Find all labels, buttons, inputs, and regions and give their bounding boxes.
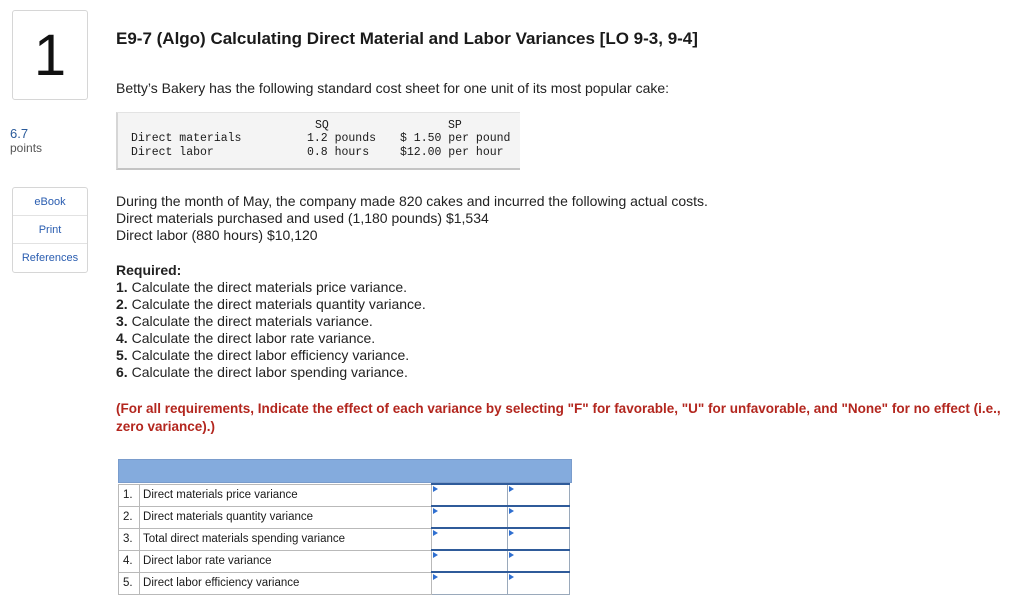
dropdown-marker-icon bbox=[509, 508, 514, 514]
dropdown-marker-icon bbox=[433, 552, 438, 558]
row-number: 3. bbox=[119, 528, 140, 550]
row-label: Total direct materials spending variance bbox=[140, 528, 432, 550]
instruction-note: (For all requirements, Indicate the effect of each variance by selecting "F" for favorable, "U" for unfavorable, and "None" for no effect (i.e., zero variance).) bbox=[116, 401, 1001, 434]
question-title: E9-7 (Algo) Calculating Direct Material and Labor Variances [LO 9-3, 9-4] bbox=[116, 29, 698, 48]
row-sp: $ 1.50 per pound bbox=[400, 132, 511, 145]
table-row bbox=[119, 506, 570, 528]
row-number: 4. bbox=[119, 550, 140, 572]
row-sp: $12.00 per hour bbox=[400, 146, 504, 159]
answer-table bbox=[118, 459, 572, 589]
answer-table-header bbox=[118, 459, 572, 483]
actual-line: Direct labor (880 hours) $10,120 bbox=[116, 227, 318, 243]
side-nav bbox=[12, 187, 88, 273]
required-item: 3. Calculate the direct materials variance. bbox=[116, 313, 373, 329]
amount-input[interactable] bbox=[431, 506, 507, 528]
required-item: 2. Calculate the direct materials quantity variance. bbox=[116, 296, 426, 312]
table-row bbox=[119, 528, 570, 550]
required-item: 6. Calculate the direct labor spending variance. bbox=[116, 364, 408, 380]
row-label: Direct materials bbox=[131, 132, 242, 145]
required-title: Required: bbox=[116, 262, 182, 278]
standard-cost-sheet bbox=[116, 112, 520, 170]
sp-header: SP bbox=[448, 119, 462, 132]
effect-select[interactable] bbox=[507, 572, 569, 594]
dropdown-marker-icon bbox=[509, 574, 514, 580]
amount-input[interactable] bbox=[431, 528, 507, 550]
dropdown-marker-icon bbox=[433, 574, 438, 580]
points-value: 6.7 bbox=[10, 126, 29, 141]
required-item: 1. Calculate the direct materials price variance. bbox=[116, 279, 408, 295]
row-label: Direct labor bbox=[131, 146, 214, 159]
actual-line: Direct materials purchased and used (1,180 pounds) $1,534 bbox=[116, 210, 489, 226]
row-label: Direct labor rate variance bbox=[140, 550, 432, 572]
row-number: 1. bbox=[119, 484, 140, 506]
row-label: Direct materials quantity variance bbox=[140, 506, 432, 528]
dropdown-marker-icon bbox=[509, 530, 514, 536]
amount-input[interactable] bbox=[431, 550, 507, 572]
dropdown-marker-icon bbox=[433, 530, 438, 536]
effect-select[interactable] bbox=[507, 484, 569, 506]
print-link[interactable]: Print bbox=[13, 216, 87, 244]
question-number: 1 bbox=[12, 10, 88, 100]
references-link[interactable]: References bbox=[21, 252, 79, 264]
actual-line: During the month of May, the company made 820 cakes and incurred the following actual costs. bbox=[116, 193, 708, 209]
row-sq: 0.8 hours bbox=[307, 146, 370, 159]
table-row bbox=[119, 484, 570, 506]
table-row bbox=[119, 550, 570, 572]
effect-select[interactable] bbox=[507, 506, 569, 528]
required-item: 5. Calculate the direct labor efficiency variance. bbox=[116, 347, 410, 363]
required-section bbox=[116, 262, 426, 381]
effect-select[interactable] bbox=[507, 528, 569, 550]
dropdown-marker-icon bbox=[433, 508, 438, 514]
points-info bbox=[10, 126, 42, 156]
row-number: 2. bbox=[119, 506, 140, 528]
row-sq: 1.2 pounds bbox=[307, 132, 377, 145]
amount-input[interactable] bbox=[431, 484, 507, 506]
ebook-link[interactable]: eBook bbox=[13, 188, 87, 216]
dropdown-marker-icon bbox=[509, 486, 514, 492]
row-label: Direct labor efficiency variance bbox=[140, 572, 432, 594]
effect-select[interactable] bbox=[507, 550, 569, 572]
table-row bbox=[119, 572, 570, 594]
dropdown-marker-icon bbox=[433, 486, 438, 492]
dropdown-marker-icon bbox=[509, 552, 514, 558]
actual-costs bbox=[116, 193, 708, 244]
intro-text: Betty’s Bakery has the following standard cost sheet for one unit of its most popular cake: bbox=[116, 80, 670, 96]
row-number: 5. bbox=[119, 572, 140, 594]
points-label: points bbox=[10, 141, 43, 155]
row-label: Direct materials price variance bbox=[140, 484, 432, 506]
amount-input[interactable] bbox=[431, 572, 507, 594]
required-item: 4. Calculate the direct labor rate variance. bbox=[116, 330, 376, 346]
sq-header: SQ bbox=[315, 119, 329, 132]
